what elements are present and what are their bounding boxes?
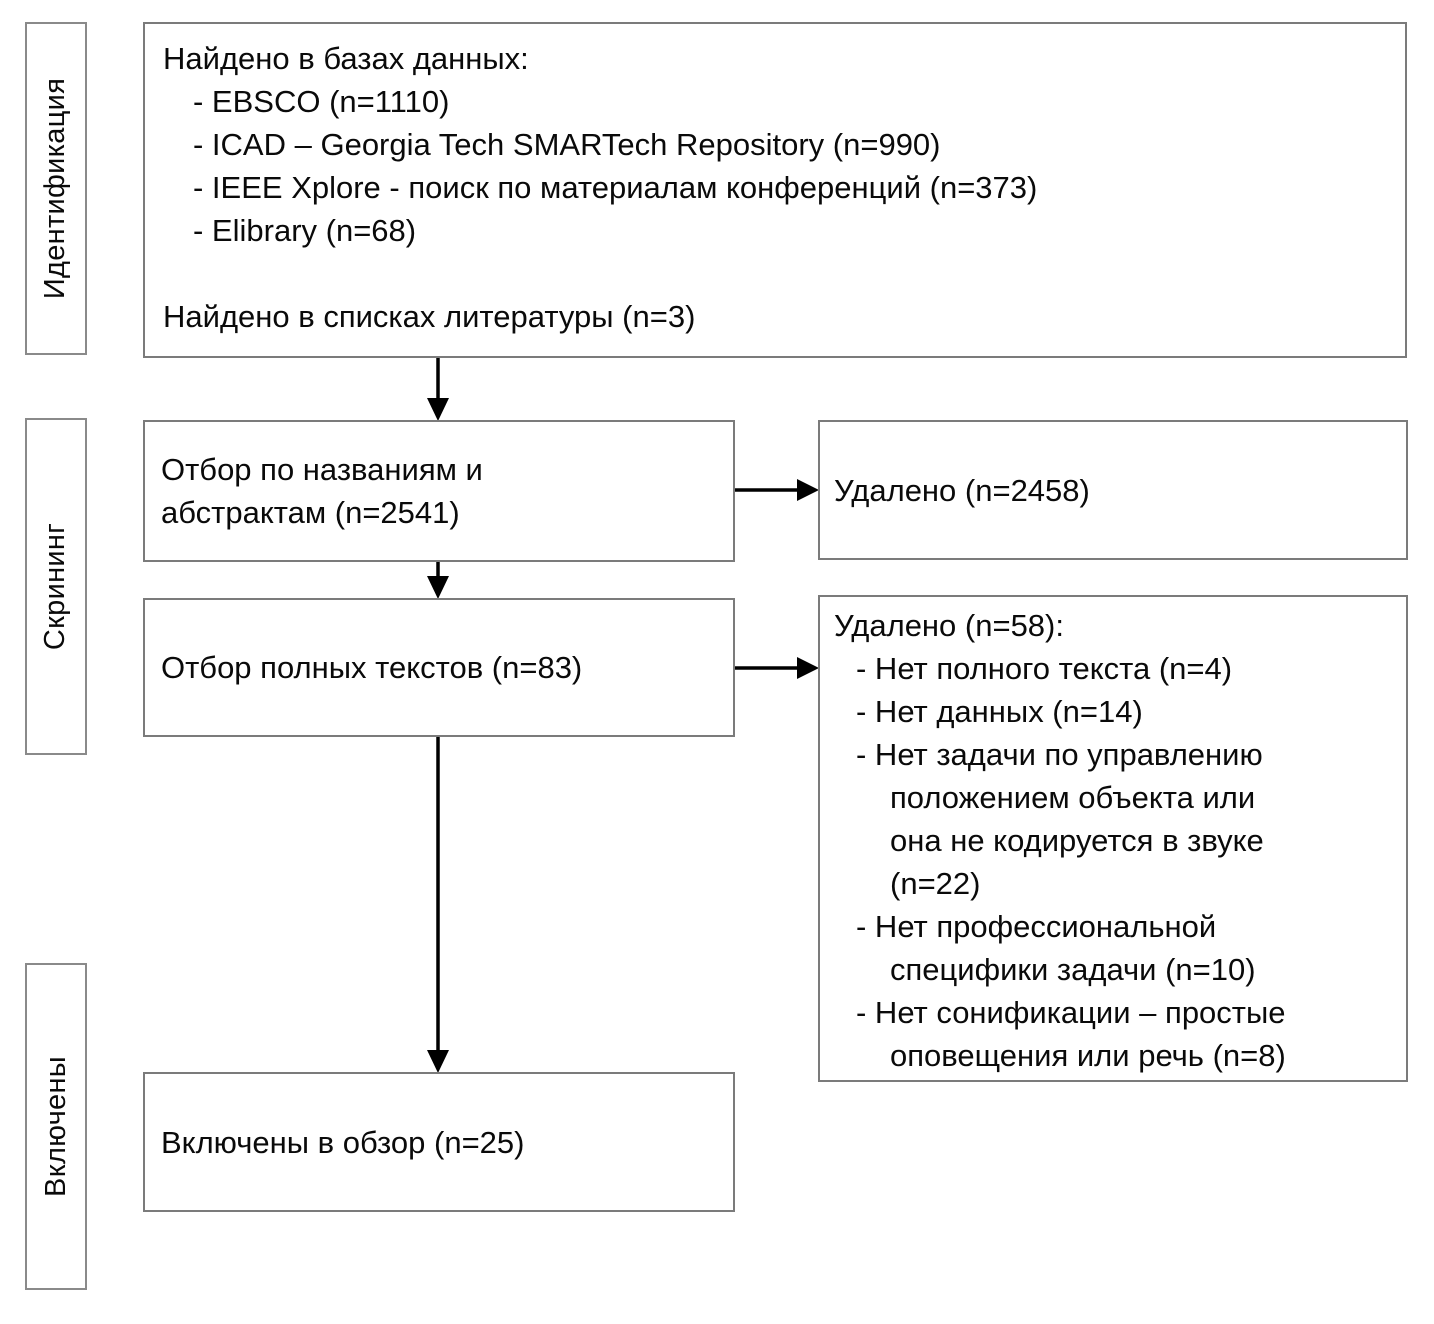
title-abstract-screening-line1: Отбор по названиям и xyxy=(161,452,483,487)
identified-source-item: - Elibrary (n=68) xyxy=(193,213,417,248)
identified-source-item: - EBSCO (n=1110) xyxy=(193,84,450,119)
included-box xyxy=(143,1072,735,1212)
identified-source-item: - IEEE Xplore - поиск по материалам конференций (n=373) xyxy=(193,170,1038,205)
removed-fulltext-reasons-list xyxy=(834,647,1392,1077)
removed-fulltext-reason-line: положением объекта или xyxy=(890,780,1256,815)
stage-label-identification-text: Идентификация xyxy=(39,77,72,300)
identified-records-box xyxy=(143,22,1407,358)
removed-fulltext-reason-line: она не кодируется в звуке xyxy=(890,823,1264,858)
arrow-fulltext-to-included xyxy=(427,737,449,1073)
stage-label-identification xyxy=(25,22,87,355)
stage-label-included xyxy=(25,963,87,1290)
removed-screening-box xyxy=(818,420,1408,560)
stage-label-screening xyxy=(25,418,87,755)
identified-source-item: - ICAD – Georgia Tech SMARTech Repository (n=990) xyxy=(193,127,941,162)
identified-records-footer: Найдено в списках литературы (n=3) xyxy=(163,299,696,334)
removed-fulltext-reason-line: (n=22) xyxy=(890,866,981,901)
title-abstract-screening-box xyxy=(143,420,735,562)
removed-screening-text: Удалено (n=2458) xyxy=(834,472,1090,508)
included-text: Включены в обзор (n=25) xyxy=(161,1124,525,1160)
fulltext-screening-box xyxy=(143,598,735,737)
fulltext-screening-text: Отбор полных текстов (n=83) xyxy=(161,650,583,685)
removed-fulltext-reason-line: - Нет сонификации – простые xyxy=(856,995,1286,1030)
title-abstract-screening-line2: абстрактам (n=2541) xyxy=(161,495,460,530)
removed-fulltext-reason-line: - Нет полного текста (n=4) xyxy=(856,651,1233,686)
arrow-screened-to-fulltext xyxy=(427,562,449,599)
identified-sources-list xyxy=(163,80,1387,252)
stage-label-screening-text: Скрининг xyxy=(39,522,72,651)
arrow-screened-to-removed xyxy=(735,479,819,501)
arrow-fulltext-to-removed xyxy=(735,657,819,679)
removed-fulltext-reason-line: - Нет задачи по управлению xyxy=(856,737,1263,772)
removed-fulltext-box xyxy=(818,595,1408,1082)
identified-records-title: Найдено в базах данных: xyxy=(163,41,529,76)
removed-fulltext-reason-line: - Нет профессиональной xyxy=(856,909,1217,944)
stage-label-included-text: Включены xyxy=(39,1056,72,1197)
removed-fulltext-reason-line: - Нет данных (n=14) xyxy=(856,694,1143,729)
arrow-identified-to-screened xyxy=(427,358,449,421)
removed-fulltext-reason-line: специфики задачи (n=10) xyxy=(890,952,1256,987)
removed-fulltext-title: Удалено (n=58): xyxy=(834,608,1064,643)
removed-fulltext-reason-line: оповещения или речь (n=8) xyxy=(890,1038,1286,1073)
